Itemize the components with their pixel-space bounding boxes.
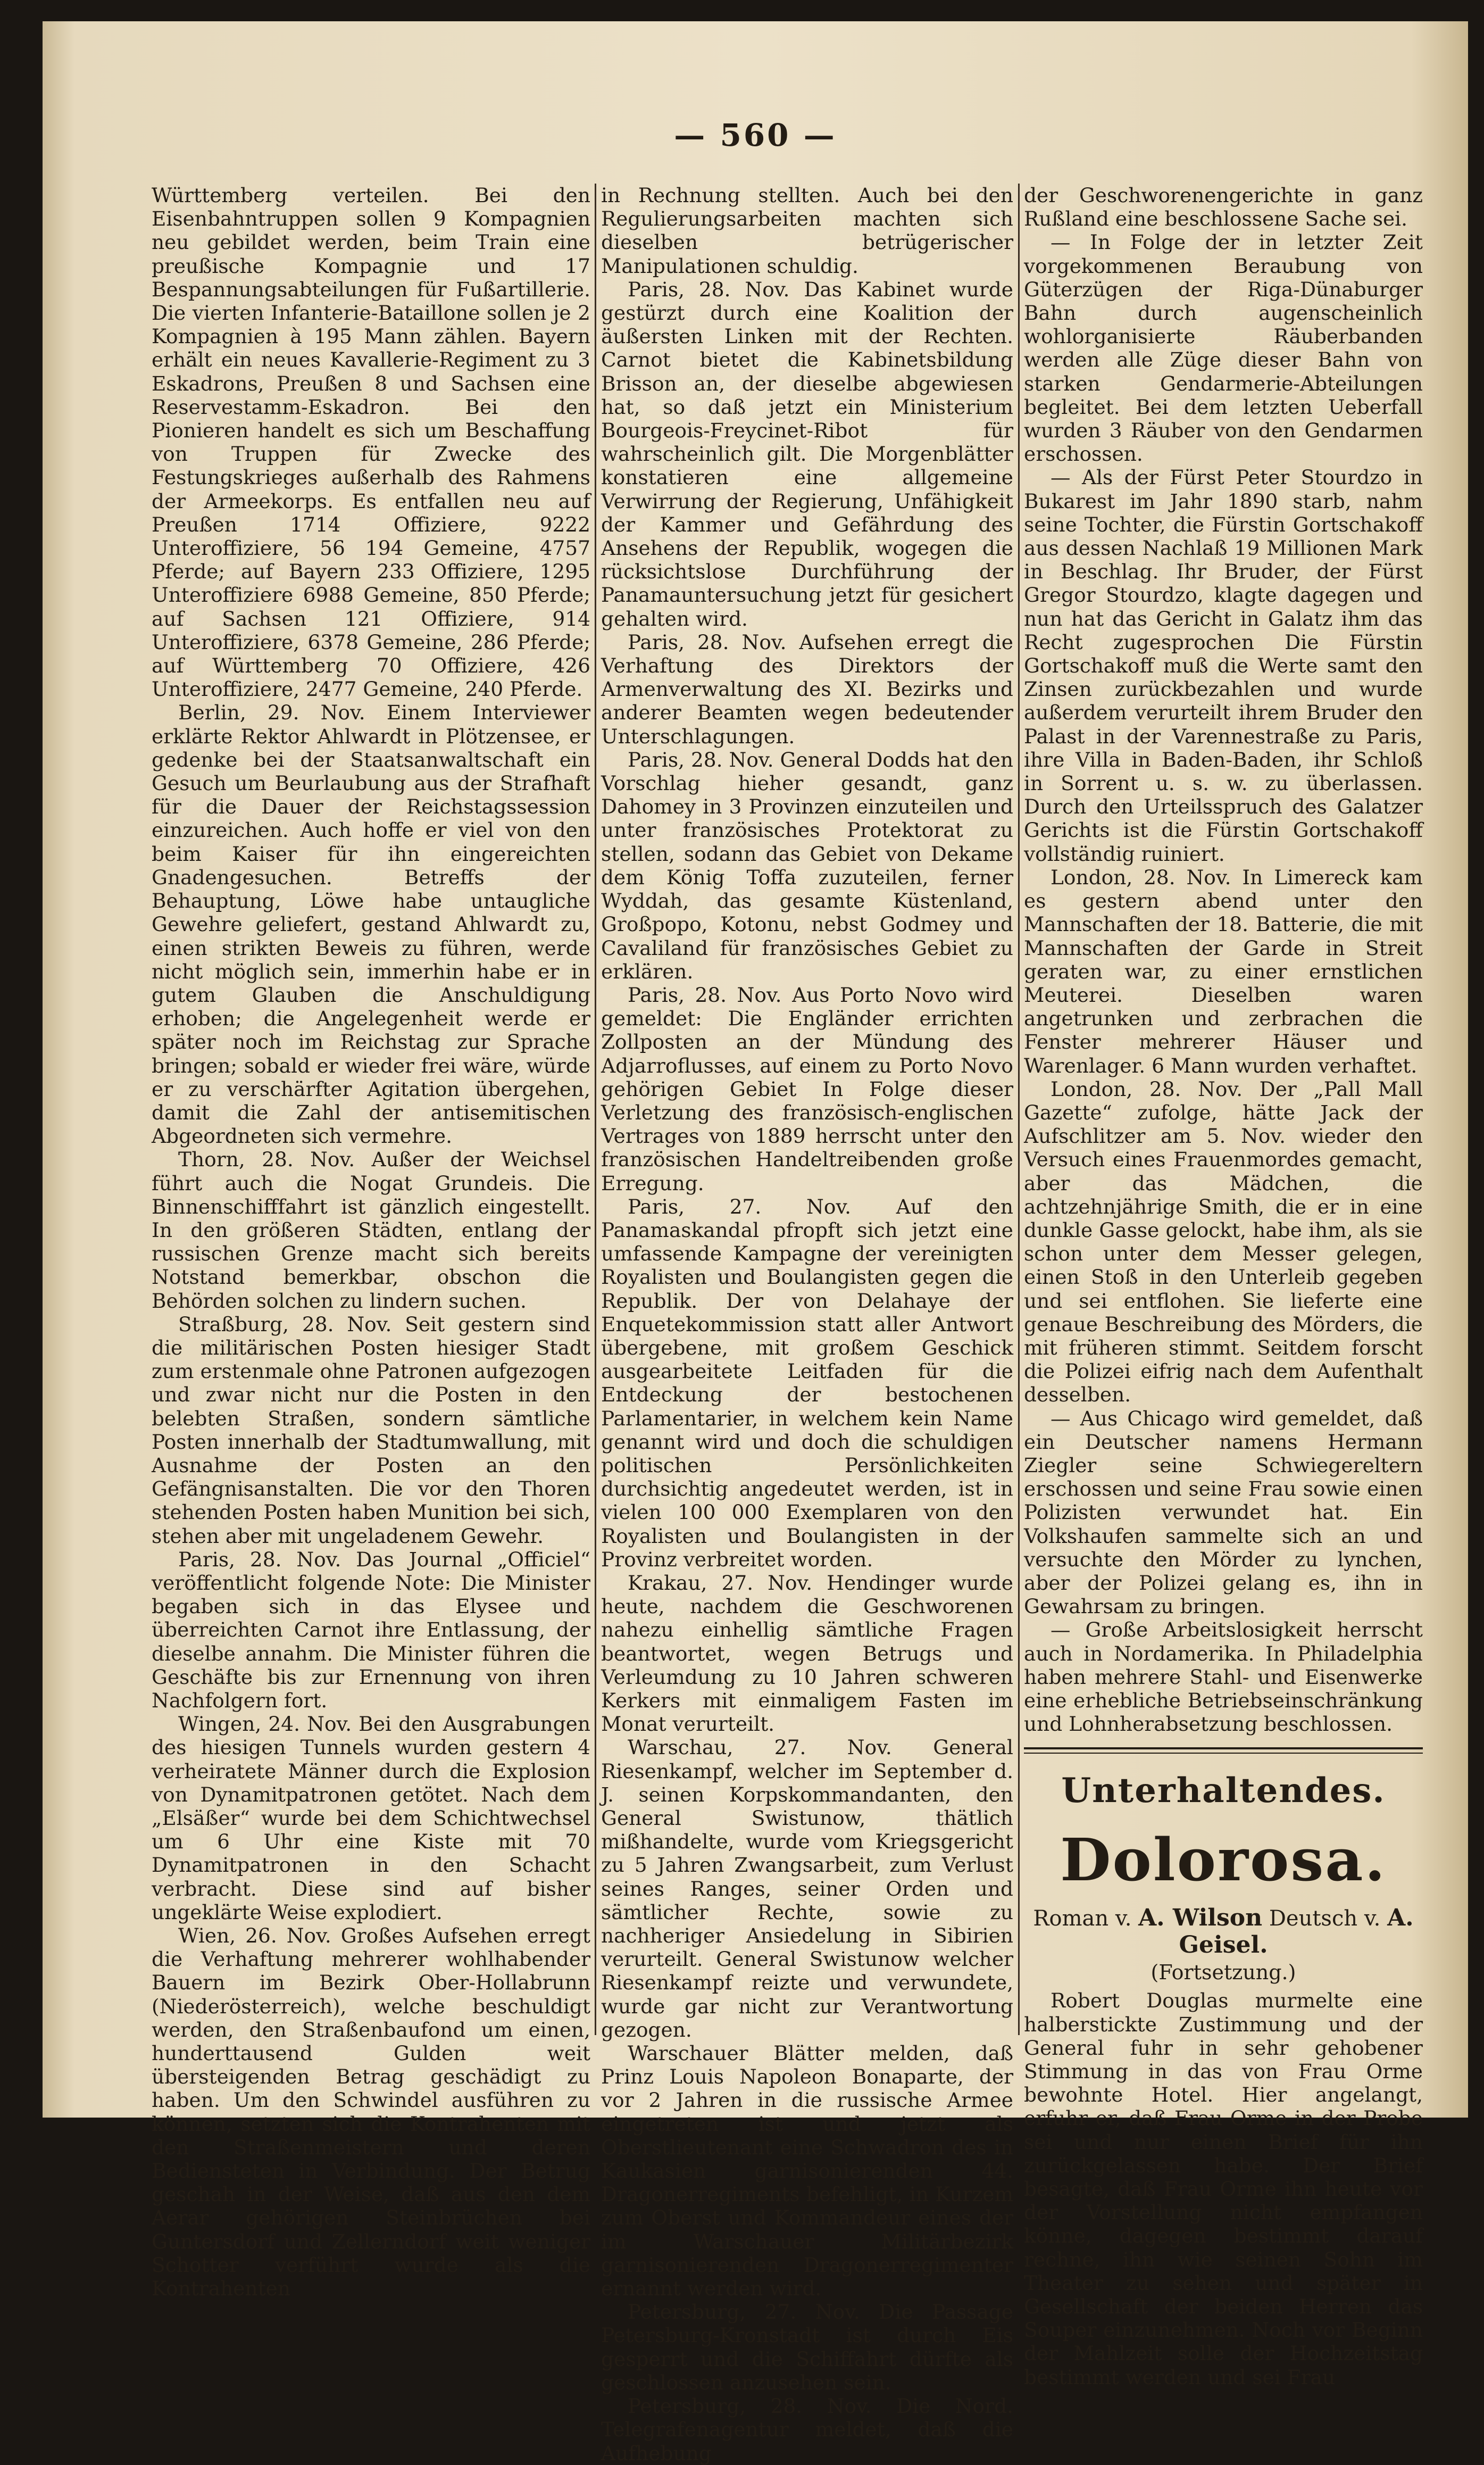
newspaper-page bbox=[43, 21, 1468, 2465]
story-paragraph: Robert Douglas murmelte eine halberstickte Zustimmung und der General fuhr in sehr gehobener Stimmung in das von Frau Orme bewohnte Hotel. Hier angelangt, erfuhr er, daß Frau Orme in der Probe sei und nur einen Brief für ihn zurückgelassen habe. Der Brief besagte, daß Frau Orme ihn heute vor der Vorstellung nicht empfangen könne, dagegen bestimmt darauf rechne, ihn wie seinen Sohn im Theater zu sehen und später in Gesellschaft der beiden Herren das Souper einzunehmen. Noch vor Beginn der Mahlzeit solle der Hochzeitstag bestimmt werden und sei Frau bbox=[1024, 1989, 1423, 2389]
article-paragraph: Berlin, 29. Nov. Einem Interviewer erklärte Rektor Ahlwardt in Plötzensee, er gedenke bei der Staatsanwaltschaft ein Gesuch um Beurlaubung aus der Strafhaft für die Dauer der Reichstagssession einzureichen. Auch hoffe er viel von den beim Kaiser für ihn eingereichten Gnadengesuchen. Betreffs der Behauptung, Löwe habe untaugliche Gewehre geliefert, gestand Ahlwardt zu, einen strikten Beweis zu führen, werde nicht möglich sein, immerhin habe er in gutem Glauben die Anschuldigung erhoben; die Angelegenheit werde er später noch im Reichstag zur Sprache bringen; sobald er wieder frei wäre, würde er zu verschärfter Agitation übergehen, damit die Zahl der antisemitischen Abgeordneten sich vermehre. bbox=[152, 701, 590, 1148]
article-paragraph: Warschau, 27. Nov. General Riesenkampf, welcher im September d. J. seinen Korpskommandanten, den General Swistunow, thätlich mißhandelte, wurde vom Kriegsgericht zu 5 Jahren Zwangsarbeit, zum Verlust seines Ranges, seiner Orden und sämtlicher Rechte, sowie zu nachheriger Ansiedelung in Sibirien verurteilt. General Swistunow welcher Riesenkampf reizte und verwundete, wurde gar nicht zur Verantwortung gezogen. bbox=[601, 1736, 1013, 2041]
article-paragraph: — In Folge der in letzter Zeit vorgekommenen Beraubung von Güterzügen der Riga-Dünaburger Bahn durch augenscheinlich wohlorganisierte Räuberbanden werden alle Züge dieser Bahn von starken Gendarmerie-Abteilungen begleitet. Bei dem letzten Ueberfall wurden 3 Räuber von den Gendarmen erschossen. bbox=[1024, 230, 1423, 466]
article-paragraph: der Geschworenengerichte in ganz Rußland eine beschlossene Sache sei. bbox=[1024, 184, 1423, 231]
article-paragraph: in Rechnung stellten. Auch bei den Regulierungsarbeiten machten sich dieselben betrügerischer Manipulationen schuldig. bbox=[601, 184, 1013, 278]
byline-translator: A. Geisel. bbox=[1179, 1904, 1414, 1959]
article-paragraph: Straßburg, 28. Nov. Seit gestern sind die militärischen Posten hiesiger Stadt zum erstenmale ohne Patronen aufgezogen und zwar nicht nur die Posten in den belebten Straßen, sondern sämtliche Posten innerhalb der Stadtumwallung, mit Ausnahme der Posten an den Gefängnisanstalten. Die vor den Thoren stehenden Posten haben Munition bei sich, stehen aber mit ungeladenem Gewehr. bbox=[152, 1312, 590, 1548]
article-paragraph: — Große Arbeitslosigkeit herrscht auch in Nordamerika. In Philadelphia haben mehrere Stahl- und Eisenwerke eine erhebliche Betriebseinschränkung und Lohnherabsetzung beschlossen. bbox=[1024, 1618, 1423, 1736]
article-paragraph: Paris, 28. Nov. Aufsehen erregt die Verhaftung des Direktors der Armenverwaltung des XI. Bezirks und anderer Beamten wegen bedeutender Unterschlagungen. bbox=[601, 630, 1013, 748]
article-paragraph: Paris, 28. Nov. Das Kabinet wurde gestürzt durch eine Koalition der äußersten Linken mit der Rechten. Carnot bietet die Kabinetsbildung Brisson an, der dieselbe abgewiesen hat, so daß jetzt ein Ministerium Bourgeois-Freycinet-Ribot für wahrscheinlich gilt. Die Morgenblätter konstatieren eine allgemeine Verwirrung der Regierung, Unfähigkeit der Kammer und Gefährdung des Ansehens der Republik, wogegen die rücksichtslose Durchführung der Panamauntersuchung jetzt für gesichert gehalten wird. bbox=[601, 277, 1013, 630]
section-divider bbox=[1024, 1747, 1423, 1754]
column-divider bbox=[595, 184, 596, 2035]
article-paragraph: Petersburg, 28. Nov. Die Nord. Telegrafenagentur meldet, daß die Aufhebung bbox=[601, 2394, 1013, 2465]
column-2 bbox=[601, 184, 1013, 2465]
byline-author: A. Wilson bbox=[1138, 1904, 1263, 1932]
article-paragraph: Krakau, 27. Nov. Hendinger wurde heute, nachdem die Geschworenen nahezu einhellig sämtliche Fragen beantwortet, wegen Betrugs und Verleumdung zu 10 Jahren schweren Kerkers mit einmaligem Fasten im Monat verurteilt. bbox=[601, 1571, 1013, 1736]
article-paragraph: London, 28. Nov. Der „Pall Mall Gazette“ zufolge, hätte Jack der Aufschlitzer am 5. Nov. wieder den Versuch eines Frauenmordes gemacht, aber das Mädchen, die achtzehnjährige Smith, die er in eine dunkle Gasse gelockt, habe ihm, als sie schon unter dem Messer gelegen, einen Stoß in den Unterleib gegeben und sei entflohen. Sie lieferte eine genaue Beschreibung des Mörders, die mit früheren stimmt. Seitdem forscht die Polizei eifrig nach dem Aufenthalt desselben. bbox=[1024, 1077, 1423, 1407]
article-paragraph: Petersburg, 27. Nov. Die Passage Petersburg-Kronstadt ist durch Eis gesperrt und die Schiffahrt dürfte als geschlossen anzusehen sein. bbox=[601, 2300, 1013, 2394]
article-paragraph: Württemberg verteilen. Bei den Eisenbahntruppen sollen 9 Kompagnien neu gebildet werden, beim Train eine preußische Kompagnie und 17 Bespannungsabteilungen für Fußartillerie. Die vierten Infanterie-Bataillone sollen je 2 Kompagnien à 195 Mann zählen. Bayern erhält ein neues Kavallerie-Regiment zu 3 Eskadrons, Preußen 8 und Sachsen eine Reservestamm-Eskadron. Bei den Pionieren handelt es sich um Beschaffung von Truppen für Zwecke des Festungskrieges außerhalb des Rahmens der Armeekorps. Es entfallen neu auf Preußen 1714 Offiziere, 9222 Unteroffiziere, 56 194 Gemeine, 4757 Pferde; auf Bayern 233 Offiziere, 1295 Unteroffiziere 6988 Gemeine, 850 Pferde; auf Sachsen 121 Offiziere, 914 Unteroffiziere, 6378 Gemeine, 286 Pferde; auf Württemberg 70 Offiziere, 426 Unteroffiziere, 2477 Gemeine, 240 Pferde. bbox=[152, 184, 590, 701]
article-paragraph: Paris, 27. Nov. Auf den Panamaskandal pfropft sich jetzt eine umfassende Kampagne der vereinigten Royalisten und Boulangisten gegen die Republik. Der von Delahaye der Enquetekommission statt aller Antwort übergebene, mit großem Geschick ausgearbeitete Leitfaden für die Entdeckung der bestochenen Parlamentarier, in welchem kein Name genannt wird und doch die schuldigen politischen Persönlichkeiten durchsichtig angedeutet werden, ist in vielen 100 000 Exemplaren von den Royalisten und Boulangisten in der Provinz verbreitet worden. bbox=[601, 1194, 1013, 1571]
article-paragraph: Wingen, 24. Nov. Bei den Ausgrabungen des hiesigen Tunnels wurden gestern 4 verheiratete Männer durch die Explosion von Dynamitpatronen getötet. Nach dem „Elsäßer“ wurde bei dem Schichtwechsel um 6 Uhr eine Kiste mit 70 Dynamitpatronen in den Schacht verbracht. Diese sind auf bisher ungeklärte Weise explodiert. bbox=[152, 1712, 590, 1924]
byline bbox=[1024, 1905, 1423, 1959]
column-3 bbox=[1024, 184, 1423, 2389]
article-paragraph: Paris, 28. Nov. Aus Porto Novo wird gemeldet: Die Engländer errichten Zollposten an der Mündung des Adjarroflusses, auf einem zu Porto Novo gehörigen Gebiet In Folge dieser Verletzung des französisch-englischen Vertrages von 1889 herrscht unter den französischen Handeltreibenden große Erregung. bbox=[601, 983, 1013, 1195]
byline-prefix: Roman v. bbox=[1033, 1906, 1139, 1931]
story-title: Dolorosa. bbox=[1060, 1825, 1387, 1895]
column-divider bbox=[1018, 184, 1020, 2035]
article-paragraph: Thorn, 28. Nov. Außer der Weichsel führt auch die Nogat Grundeis. Die Binnenschifffahrt ist gänzlich eingestellt. In den größeren Städten, entlang der russischen Grenze macht sich bereits Notstand bemerkbar, obschon die Behörden solchen zu lindern suchen. bbox=[152, 1148, 590, 1313]
continuation-note: (Fortsetzung.) bbox=[1150, 1961, 1296, 1985]
article-paragraph: — Aus Chicago wird gemeldet, daß ein Deutscher namens Hermann Ziegler seine Schwiegereltern erschossen und seine Frau sowie einen Polizisten verwundet hat. Ein Volkshaufen sammelte sich an und versuchte den Mörder zu lynchen, aber der Polizei gelang es, ihn in Gewahrsam zu bringen. bbox=[1024, 1406, 1423, 1619]
article-paragraph: Paris, 28. Nov. General Dodds hat den Vorschlag hieher gesandt, ganz Dahomey in 3 Provinzen einzuteilen und unter französisches Protektorat zu stellen, sodann das Gebiet von Dekame dem König Toffa zuzuteilen, ferner Wyddah, das gesamte Küstenland, Großpopo, Kotonu, nebst Godmey und Cavaliland für französisches Gebiet zu erklären. bbox=[601, 748, 1013, 983]
byline-middle: Deutsch v. bbox=[1262, 1906, 1388, 1931]
article-paragraph: Wien, 26. Nov. Großes Aufsehen erregt die Verhaftung mehrerer wohlhabender Bauern im Bezirk Ober-Hollabrunn (Niederösterreich), welche beschuldigt werden, den Straßenbaufond um einen, hunderttausend Gulden weit übersteigenden Betrag geschädigt zu haben. Um den Schwindel ausführen zu können, setzten sich die Kontrahenten mit den Straßenmeistern und deren Bediensteten in Verbindung. Der Betrug geschah in der Weise, daß aus den dem Aerar gehörigen Steinbrüchen bei Guntersdorf und Zellerndorf weit weniger Schotter verführt wurde als die Kontrahenten bbox=[152, 1924, 590, 2301]
article-paragraph: Warschauer Blätter melden, daß Prinz Louis Napoleon Bonaparte, der vor 2 Jahren in die russische Armee eingetreten ist und jetzt als Oberstlieutenant eine Schwadron des in Kaukasien garnisonierenden 44. Dragonerregiments befehligt, in Kurzem zum Oberst und Kommandeur eines der im Warschauer Militärbezirk garnisonierenden Dragonerregimenter ernannt werden wird. bbox=[601, 2041, 1013, 2301]
article-paragraph: London, 28. Nov. In Limereck kam es gestern abend unter den Mannschaften der 18. Batterie, die mit Mannschaften der Garde in Streit geraten war, zu einer ernstlichen Meuterei. Dieselben waren angetrunken und zerbrachen die Fenster mehrerer Häuser und Warenlager. 6 Mann wurden verhaftet. bbox=[1024, 865, 1423, 1077]
article-paragraph: Paris, 28. Nov. Das Journal „Officiel“ veröffentlicht folgende Note: Die Minister begaben sich in das Elysee und überreichten Carnot ihre Entlassung, der dieselbe annahm. Die Minister führen die Geschäfte bis zur Ernennung von ihren Nachfolgern fort. bbox=[152, 1547, 590, 1712]
section-title: Unterhaltendes. bbox=[1061, 1771, 1386, 1811]
article-paragraph: — Als der Fürst Peter Stourdzo in Bukarest im Jahr 1890 starb, nahm seine Tochter, die Fürstin Gortschakoff aus dessen Nachlaß 19 Millionen Mark in Beschlag. Ihr Bruder, der Fürst Gregor Stourdzo, klagte dagegen und nun hat das Gericht in Galatz ihm das Recht zugesprochen Die Fürstin Gortschakoff muß die Werte samt den Zinsen zurückbezahlen und wurde außerdem verurteilt ihrem Bruder den Palast in der Varennestraße zu Paris, ihre Villa in Baden-Baden, ihr Schloß in Sorrent u. s. w. zu überlassen. Durch den Urteilsspruch des Galatzer Gerichts ist die Fürstin Gortschakoff vollständig ruiniert. bbox=[1024, 466, 1423, 866]
page-number: — 560 — bbox=[674, 117, 837, 153]
column-1 bbox=[152, 184, 590, 2301]
